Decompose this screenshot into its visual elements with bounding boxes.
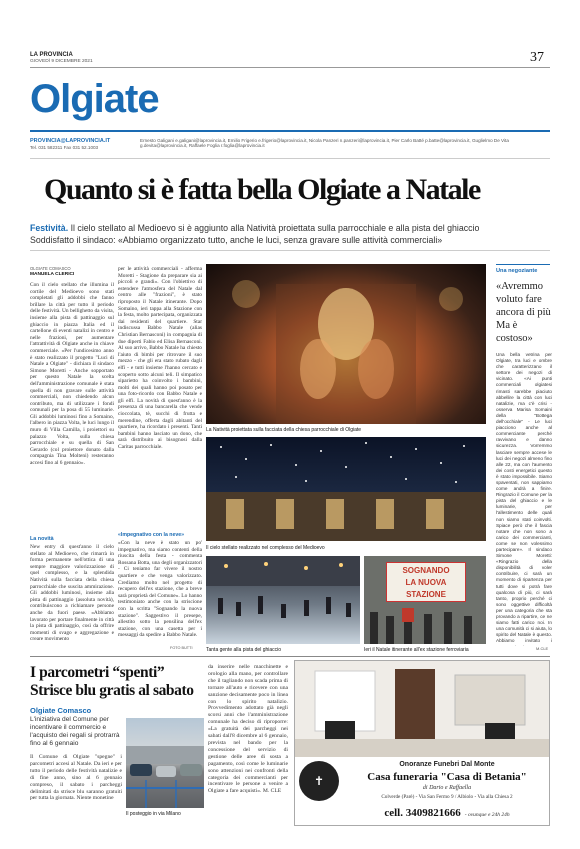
caption-ice-rink: Tanta gente alla pista del ghiaccio bbox=[206, 647, 282, 653]
bottom-place: Olgiate Comasco bbox=[30, 706, 92, 715]
photo-medioevo bbox=[206, 437, 486, 541]
caption-parking: Il posteggio in via Milano bbox=[126, 811, 181, 817]
byline-place: OLGIATE COMASCO bbox=[30, 266, 71, 271]
caption-station: Ieri il Natale itinerante all'ex stazione ferroviaria bbox=[364, 647, 469, 653]
caption-nativity: La Natività proiettata sulla facciata della chiesa parrocchiale di Olgiate bbox=[206, 427, 362, 433]
section-title: Olgiate bbox=[30, 77, 159, 121]
caption-medioevo: Il cielo stellato realizzato nel complesso del Medioevo bbox=[206, 545, 325, 551]
article-col1b: New entry di quest'anno il cielo stellato al Medioevo, che rimarrà in forma permanente nell'ottica di una sempre maggiore valorizzazione di quel complesso, e la splendida Natività sulla facciata della chiesa parrocchiale che suscita ammirazione. Gli addobbi luminosi, insieme alla pista di pattinaggio (assoluta novità), contribuiscono a richiamare persone anche da fuori paese. «Abbiamo lavorato per portare finalmente in città la pista di pattinaggio, così da offrire momenti di svago e aggregazione e creare movimento bbox=[30, 544, 114, 643]
main-deck-line2: Soddisfatto il sindaco: «Abbiamo organizzato tutto, anche le luci, senza gravare sulle attività commerciali» bbox=[30, 235, 443, 245]
starry-courtyard bbox=[206, 437, 486, 541]
ad-funeral-home[interactable] bbox=[294, 660, 550, 826]
bottom-deck: L'iniziativa del Comune per incentivare il commercio e l'acquisto dei regali si protrarrà fino al 6 gennaio bbox=[30, 716, 120, 747]
bottom-col2: da inserire nelle macchinette e orologio alla mano, per controllare che il tagliando non scada prima di tornare all'auto e ricevere con una sanzione decisamente poco in linea con lo spirito natalizio. Provvedimento adottato già negli scorsi anni che l'amministrazione comunale ha deciso di riproporre: «La gratuità dei parcheggi nei sabati dall'8 dicembre al 6 gennaio, prevista nel bando per la concessione del servizio di gestione delle aree di sosta a pagamento, così come le luminarie sono attenzioni nei confronti della categoria dei commercianti per incentivare le persone a venire a Olgiate a fare acquisti». M. CLE bbox=[208, 664, 288, 795]
ice-rink-crowd bbox=[206, 556, 360, 644]
ad-address: Colverde (Parè) - Via San Fermo 9 / Albiolo - Via alla Chiesa 2 bbox=[381, 794, 513, 800]
header-rule bbox=[30, 67, 550, 68]
photo-parking bbox=[126, 718, 204, 808]
subhead-neve: «Impegnativo con la neve» bbox=[118, 532, 185, 538]
sidebar-rule bbox=[496, 264, 550, 265]
paper-name: LA PROVINCIA bbox=[30, 52, 73, 58]
deck-rule bbox=[30, 250, 550, 251]
page-number: 37 bbox=[530, 50, 544, 65]
section-phone: Tel. 031 582311 Fax 031 52.1003 bbox=[30, 145, 99, 150]
main-deck-line1: Il cielo stellato al Medioevo si è aggiunto alla Natività proiettata sulla parrocchiale e alla pista del ghiaccio bbox=[68, 223, 480, 233]
bottom-headline-1: I parcometri “spenti” bbox=[30, 664, 165, 681]
article-col2: per le attività commerciali - afferma Moretti - Stagione da preparare sia ai piccoli e grandi». Con l'obiettivo di estendere l'atmosfera del Natale dal centro alle "frazioni", è stato riproposto il Natale itinerante. Dopo Somaino, ieri tappa alla Stazione con la festa, molto partecipata, organizzata dai residenti del quartiere. Star indiscussa Babbo Natale (alias Christian Bernasconi) in compagnia di due diperti Fabio ed Elisa Bernasconi. Al suo arrivo, Babbo Natale ha chiesto l'aiuto di bimbi per ritrovare il suo mezzo - che gli era stato rubato dagli elfi - e tutti insieme l'hanno cercato e scoperto sotto alcuni teli. Il simpatico siparietto ha coinvolto i bambini, molti dei quali hanno poi posato per una foto-ricordo con Babbo Natale e gli elfi. La novità di quest'anno è la presenza di una bancarella che vende cioccolata, tè, succhi di frutta e merendine, offerta dagli abitanti del quartiere, ha ricordato i presenti. Tanti bambini hanno lasciato un dono, che sarà distribuito ai bisognosi dalla Caritas parrocchiale. bbox=[118, 266, 202, 451]
main-deck bbox=[30, 222, 550, 246]
parking-scene bbox=[126, 718, 204, 808]
ad-phone-row bbox=[345, 803, 549, 821]
section-rule-2 bbox=[30, 158, 550, 159]
main-headline: Quanto si è fatta bella Olgiate a Natale bbox=[44, 173, 480, 206]
main-kicker: Festività. bbox=[30, 223, 69, 233]
photo-station bbox=[364, 556, 486, 644]
bottom-headline-2: Strisce blu gratis al sabato bbox=[30, 682, 194, 699]
nativity-illustration bbox=[206, 264, 486, 424]
sidebar-signature: M.CLE bbox=[536, 646, 549, 651]
section-rule bbox=[30, 130, 550, 132]
ad-owners: di Dario e Raffaella bbox=[422, 785, 472, 791]
section-email: PROVINCIA@LAPROVINCIA.IT bbox=[30, 138, 111, 144]
paper-date: GIOVEDÌ 9 DICEMBRE 2021 bbox=[30, 59, 93, 64]
ad-name: Casa funeraria "Casa di Betania" bbox=[367, 771, 527, 783]
byline-name: MANUELA CLERICI bbox=[30, 272, 75, 277]
section-staff: Ernesto Galigani e.galigani@laprovincia.it, Emilio Frigerio e.frigerio@laprovincia.it, Nicola Panzeri n.panzeri@laprovincia.it, Pier Carlo Batté p.batte@laprovincia.it, Guglielmo De Vita g.devita@laprovincia.it, Raffaele Foglia r.foglia@laprovincia.it bbox=[140, 138, 509, 149]
photo-nativity bbox=[206, 264, 486, 424]
banner-line2: LA NUOVA bbox=[405, 578, 447, 587]
bottom-col1: Il Comune di Olgiate "spegne" i parcometri accesi al Natale. Da ieri e per tutto il periodo delle festività natalizie e di fine anno, sino al 6 gennaio compreso, il sabato i parcheggi delimitati da strisce blu saranno gratuiti per tutta la giornata. Niente monetine bbox=[30, 754, 122, 802]
photo-credit: FOTO BUTTI bbox=[170, 646, 193, 650]
sidebar-body: Una bella vetrina per Olgiate, tra luci e ombre che caratterizzano il settore dei negozi di vicinato. «Ai punti commerciali olgiatesi rimasti sarebbe piaciuto abbellire la città con luci natalizie, ma c'è crisi - osserva Marisa Somaini della "Bottega dell'occhiale" - Le luci piacciono anche al commerciante perché ravvivano e danno sicurezza. Vorremmo lasciare sempre accese le luci dei negozi almeno fino alle 22, ma con l'aumento dei costi energetici questo è stato impossibile. Siamo spaventati, non sappiamo come andrà a finire. Ringrazio il Comune per la pista del ghiaccio e le luminarie, per l'allestimento delle quali non siamo stati coinvolti. Spiace però che il fascia notare che non sono a carico dei commercianti, come se non volessimo partecipare». Il sindaco Simone Moretti: «Ringrazio della disponibilità di voler contribuire, ci sarà un momento di ripartenza per tutti dove si potrà fare qualcosa di più, ci sarà tanto, proprio perché ci sono oggettive difficoltà per una categoria che sta provando a ripartire, ce ne siamo fatti carico noi. In una comunità ci si aiuta, lo spirito del Natale è questo. Abbiamo invitato i bbox=[496, 352, 552, 644]
ad-photo bbox=[295, 661, 549, 757]
banner-line1: SOGNANDO bbox=[402, 566, 450, 575]
ad-line1: Onoranze Funebri Dal Monte bbox=[399, 761, 495, 768]
station-crowd bbox=[364, 604, 486, 644]
ad-logo: ✝ bbox=[299, 761, 339, 801]
station-banner bbox=[386, 562, 466, 602]
photo-ice-rink bbox=[206, 556, 360, 644]
ad-interior-illustration bbox=[295, 661, 549, 757]
banner-line3: STAZIONE bbox=[406, 590, 446, 599]
bottom-rule bbox=[30, 656, 550, 657]
ad-phone[interactable]: cell. 3409821666 bbox=[384, 807, 461, 819]
article-col1: Con il cielo stellato che illumina il cortile del Medioevo sono stati completati gli addobbi che fanno brillare la città per tutto il periodo delle festività. Un bellighetto da visita, insieme alla pista di pattinaggio sul ghiaccio in piazza Italia ed il cartellone di eventi natalizi in centro e nelle frazioni, per aumentare l'attrattività di Olgiate anche in chiave commerciale. «Per l'undicesimo anno è stato realizzato il progetto "Luci di Natale a Olgiate" - dichiara il sindaco Simone Moretti - Anche sopportato per questo Natale la scelta dell'amministrazione comunale è stata quella di non gravare sulle attività commerciali, non chiedendo alcun contributo, ma di utilizzare i fondi comunali per la posa di 55 luminarie. Gli addobbi luminosi fino a Somaino, l'albero in piazza Volta, le luci lungo il muro di Villa Camilla, i proiettori su palazzo Volta, sulla chiesa parrocchiale e su quella di San Gerardo (col proiettore donato dalla compagnia Tina Molteni) resteranno accesi fino al 6 gennaio». bbox=[30, 282, 114, 467]
ad-hours: - ovunque e 24h 24h bbox=[464, 812, 510, 818]
sidebar-label: Una negoziante bbox=[496, 268, 538, 274]
article-col2b: «Con la neve è stato un po' impegnativo, ma siamo contenti della riuscita della festa - commenta Rossana Botta, una degli organizzatori - Ci teniamo far vivere il nostro quartiere e che venga valorizzato. Crediamo molto nel progetto di recupero dell'ex stazione, che a breve sarà proprietà del Comune». Lo hanno testimoniato anche con la striscione con la scritta "Sognando la nuova stazione". Saggestivo il presepe, allestito sotto la pensilina dell'ex stazione, con una casetta per i messaggi da spedire a Babbo Natale. bbox=[118, 540, 202, 639]
sidebar-quote: «Avremmo voluto fare ancora di più Ma è costoso» bbox=[496, 281, 551, 344]
subhead-novita: La novità bbox=[30, 536, 54, 542]
